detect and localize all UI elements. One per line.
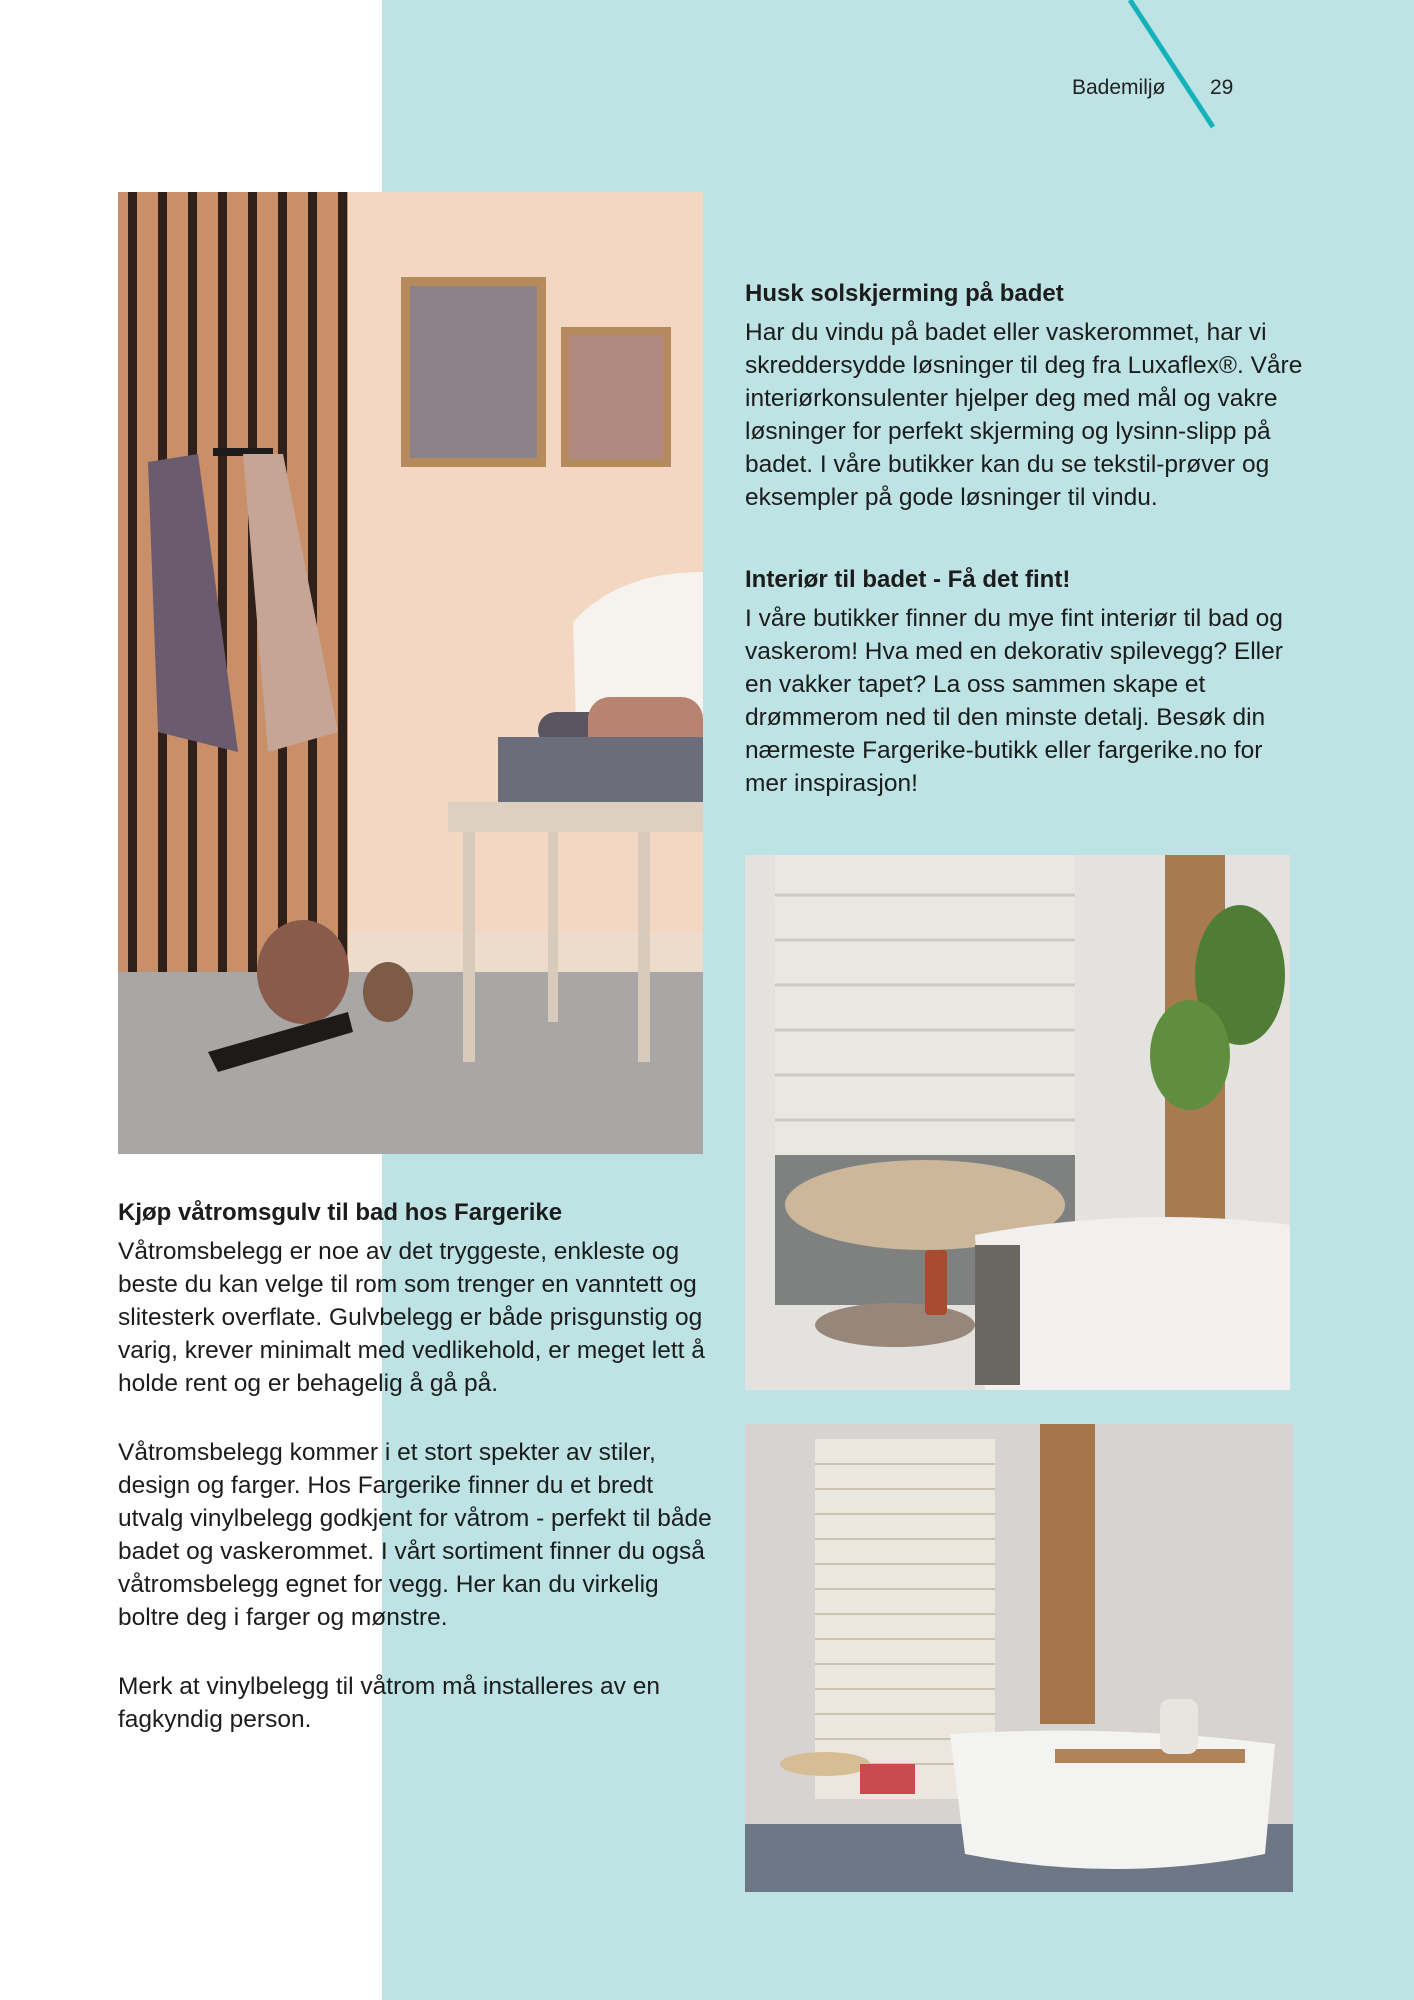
interior-body: I våre butikker finner du mye fint interiør til bad og vaskerom! Hva med en dekorativ spilevegg? Eller en vakker tapet? La oss sammen skape et drømmerom ned til den minste detalj. Besøk din nærmeste Fargerike-butikk eller fargerike.no for mer inspirasjon! [745,605,1283,797]
accent-line-decoration [0,0,1414,140]
vatromsgulv-heading: Kjøp våtromsgulv til bad hos Fargerike [118,1199,563,1226]
vatromsgulv-paragraph-1: Våtromsbelegg er noe av det tryggeste, enkleste og beste du kan velge til rom som trenger en vanntett og slitesterk overflate. Gulvbelegg er både prisgunstig og varig, krever minimalt med vedlikehold, er meget lett å holde rent og er behagelig å gå på. [118,1238,705,1397]
page-number: 29 [1210,76,1234,99]
section-title: Bademiljø [1072,76,1166,99]
solskjerming-section [745,278,1305,514]
solskjerming-heading: Husk solskjerming på badet [745,280,1064,307]
bathroom-towels-photo [118,192,703,1154]
solskjerming-body: Har du vindu på badet eller vaskerommet, har vi skreddersydde løsninger til deg fra Luxaflex®. Våre interiørkonsulenter hjelper deg med mål og vakre løsninger for perfekt skjerming og lysinn-slipp på badet. I våre butikker kan du se tekstil-prøver og eksempler på gode løsninger til vindu. [745,319,1303,511]
vatromsgulv-section [118,1197,718,1772]
interior-section [745,564,1305,800]
vatromsgulv-paragraph-2: Våtromsbelegg kommer i et stort spekter av stiler, design og farger. Hos Fargerike finner du et bredt utvalg vinylbelegg godkjent for våtrom - perfekt til både badet og vaskerommet. I vårt sortiment finner du også våtromsbelegg egnet for vegg. Her kan du virkelig boltre deg i farger og mønstre. [118,1439,712,1631]
venetian-blind-photo [745,1424,1293,1892]
interior-heading: Interiør til badet - Få det fint! [745,566,1071,593]
roman-blind-photo [745,855,1290,1390]
vatromsgulv-paragraph-3: Merk at vinylbelegg til våtrom må installeres av en fagkyndig person. [118,1673,660,1733]
